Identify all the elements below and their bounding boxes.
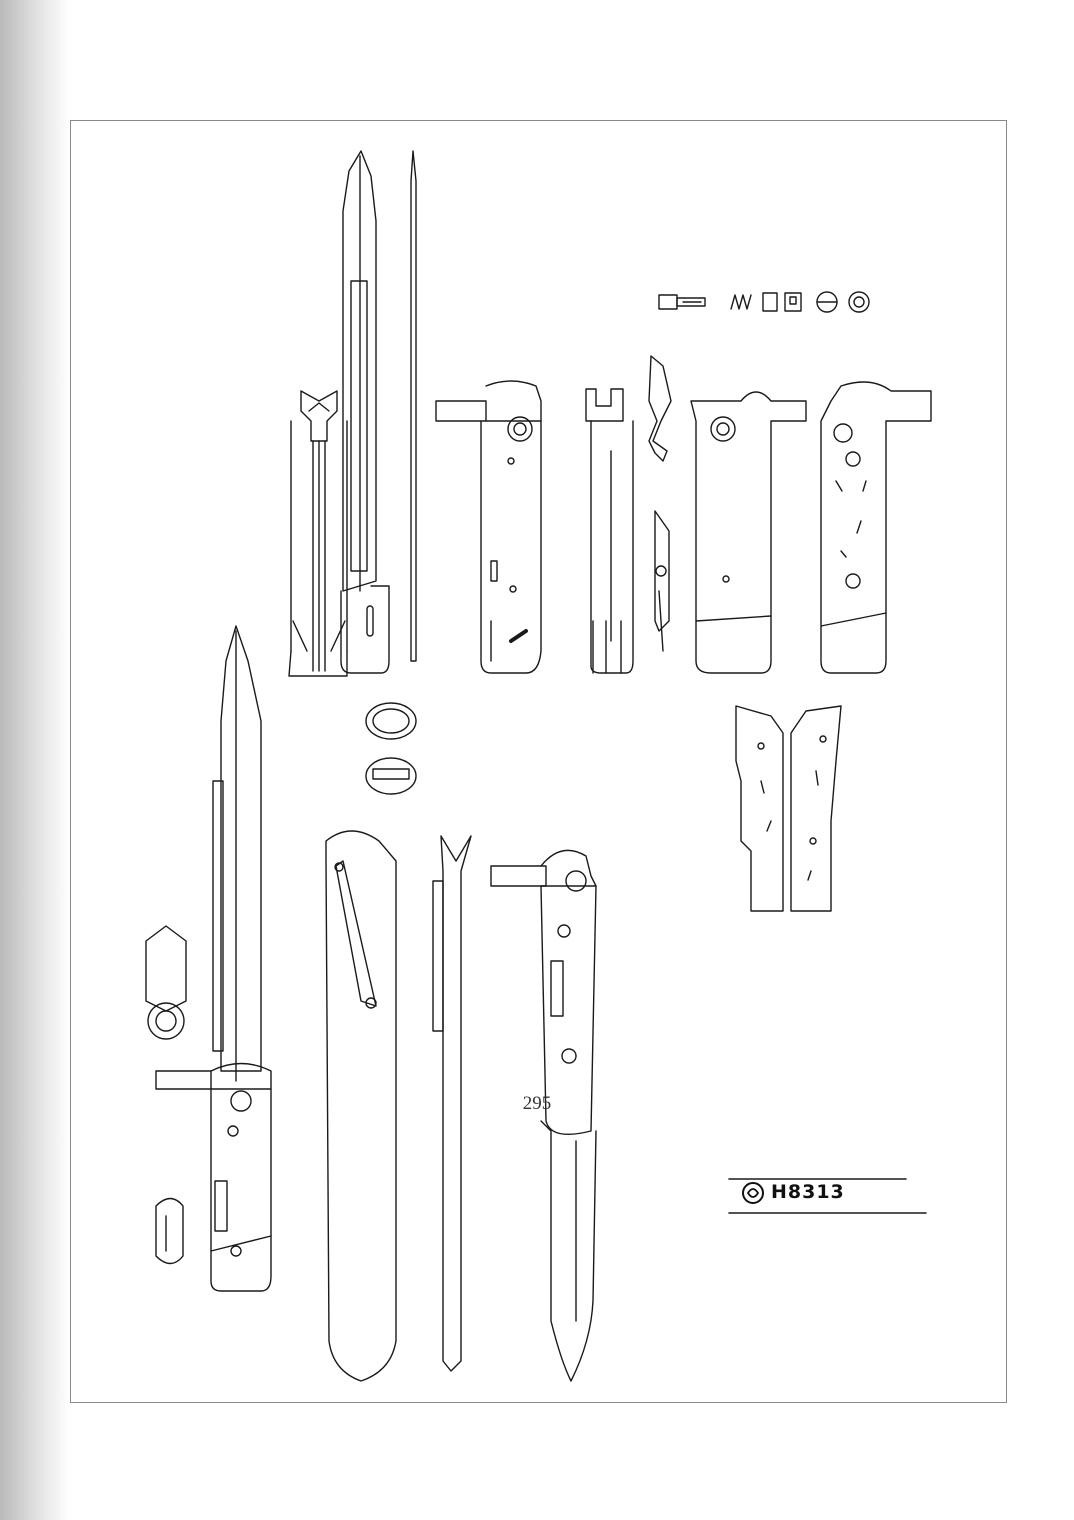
museum-mark-icon [741,1181,765,1205]
crossguard-front-view [289,391,347,676]
grip-view-2 [586,389,633,673]
grip-view-3 [691,392,806,673]
thin-rod [411,151,416,661]
grip-slabs [736,706,841,911]
blade-top [341,151,389,673]
grip-view-1 [436,381,541,673]
grip-view-4 [821,382,931,673]
book-gutter-shadow [0,0,70,1520]
catalog-code: H8313 [771,1181,845,1203]
illustration-plate [70,120,1007,1403]
catalog-label [727,1179,927,1209]
spring-pieces [649,356,671,651]
assembled-bayonet-right [491,850,596,1381]
page-number: 295 [522,1093,552,1114]
assembled-bayonet-left [146,626,271,1291]
bayonet-technical-drawing [71,121,1008,1404]
small-parts-row [659,292,869,312]
scabbard-end-caps [366,703,416,794]
